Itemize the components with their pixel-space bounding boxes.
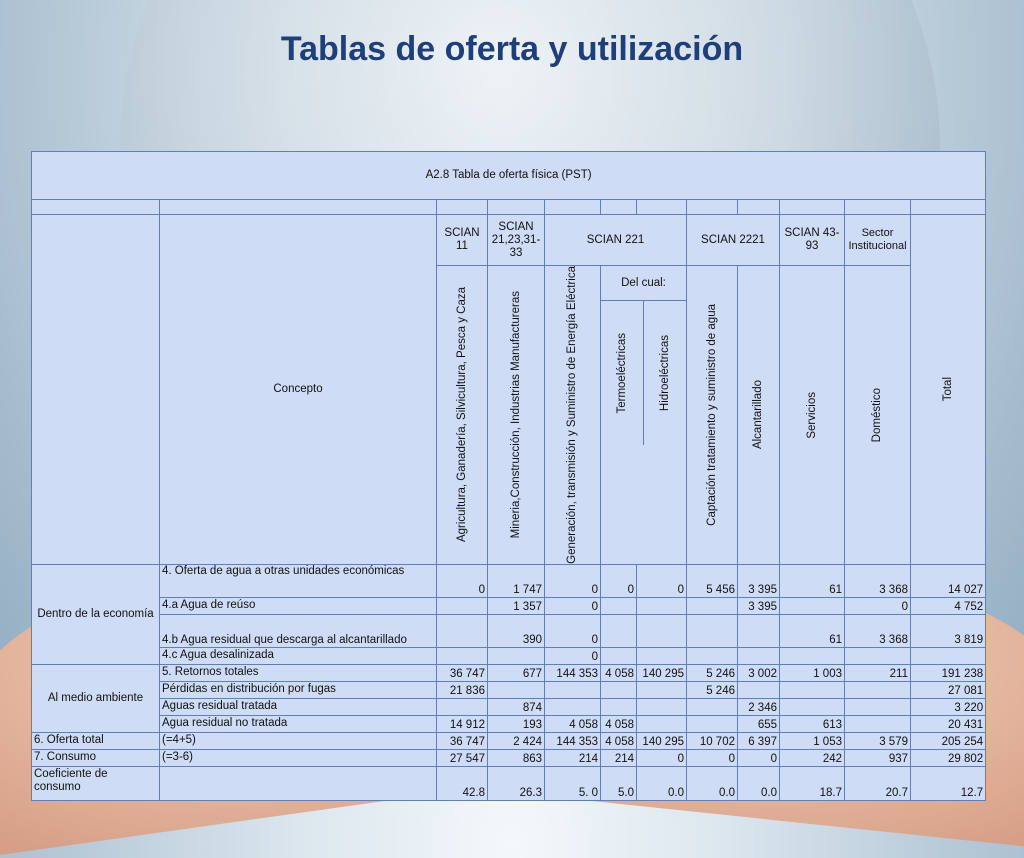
header-hidro: Hidroeléctricas (658, 334, 671, 412)
table-row: Dentro de la economía 4. Oferta de agua a otras unidades económicas 0 1 747 0 0 0 5 456 3 395 61 3 368 14 027 (32, 564, 986, 597)
header-termo: Termoeléctricas (615, 332, 628, 414)
row-label (160, 766, 437, 800)
row-label: (=4+5) (160, 732, 437, 749)
header-captacion: Captación tratamiento y suministro de agua (705, 304, 718, 526)
row-label: 4.c Agua desalinizada (160, 647, 437, 664)
header-domestico: Doméstico (871, 387, 883, 443)
table-row: 4.b Agua residual que descarga al alcantarillado 390 0 61 3 368 3 819 (32, 614, 986, 647)
table-row: 4.a Agua de reúso 1 357 0 3 395 0 4 752 (32, 597, 986, 614)
header-alcantarillado: Alcantarillado (752, 380, 764, 450)
row-label: 5. Retornos totales (160, 664, 437, 681)
header-agri: Agricultura, Ganadería, Silvicultura, Pesca y Caza (455, 287, 468, 543)
table-row: Pérdidas en distribución por fugas 21 836 5 246 27 081 (32, 681, 986, 698)
table-row: Al medio ambiente 5. Retornos totales 36 747 677 144 353 4 058 140 295 5 246 3 002 1 003 211 191 238 (32, 664, 986, 681)
row-label: (=3-6) (160, 749, 437, 766)
header-mineria: Mineria,Construcción, Industrias Manufactureras (509, 291, 522, 539)
supply-table-container (31, 151, 985, 801)
group-label-coeficiente: Coeficiente de consumo (32, 766, 160, 800)
table-row: Agua residual no tratada 14 912 193 4 058 4 058 655 613 20 431 (32, 715, 986, 732)
header-total: Total (941, 377, 954, 402)
row-label: 4.b Agua residual que descarga al alcantarillado (160, 614, 437, 647)
row-label: Agua residual no tratada (160, 715, 437, 732)
row-label: Aguas residual tratada (160, 698, 437, 715)
header-generacion: Generación, transmisión y Suministro de Energía Eléctrica (566, 266, 578, 564)
table-caption: A2.8 Tabla de oferta física (PST) (32, 152, 986, 200)
group-label-consumo: 7. Consumo (32, 749, 160, 766)
header-scian4393: SCIAN 43-93 (780, 215, 845, 266)
table-row: 7. Consumo (=3-6) 27 547 863 214 214 0 0 0 242 937 29 802 (32, 749, 986, 766)
header-concepto: Concepto (160, 215, 437, 565)
header-scian2221: SCIAN 2221 (687, 215, 780, 266)
table-row: 4.c Agua desalinizada 0 (32, 647, 986, 664)
row-label: Pérdidas en distribución por fugas (160, 681, 437, 698)
row-label: 4.a Agua de reúso (160, 597, 437, 614)
header-sector: Sector Institucional (845, 215, 911, 266)
table-row: 6. Oferta total (=4+5) 36 747 2 424 144 353 4 058 140 295 10 702 6 397 1 053 3 579 205 254 (32, 732, 986, 749)
supply-table (31, 151, 986, 801)
group-label-medio: Al medio ambiente (32, 664, 160, 732)
group-label-oferta: 6. Oferta total (32, 732, 160, 749)
header-scian11: SCIAN 11 (437, 215, 488, 266)
table-row: Aguas residual tratada 874 2 346 3 220 (32, 698, 986, 715)
header-del-cual: Del cual: (601, 266, 686, 301)
header-scian221: SCIAN 221 (545, 215, 687, 266)
slide-title: Tablas de oferta y utilización (280, 30, 744, 68)
group-label-dentro: Dentro de la economía (32, 564, 160, 664)
row-label: 4. Oferta de agua a otras unidades económicas (160, 564, 437, 597)
header-servicios: Servicios (805, 391, 818, 439)
header-scian21: SCIAN 21,23,31-33 (488, 215, 545, 266)
table-row: Coeficiente de consumo 42.8 26.3 5. 0 5.0 0.0 0.0 0.0 18.7 20.7 12.7 (32, 766, 986, 800)
header-total-cell (911, 215, 986, 565)
